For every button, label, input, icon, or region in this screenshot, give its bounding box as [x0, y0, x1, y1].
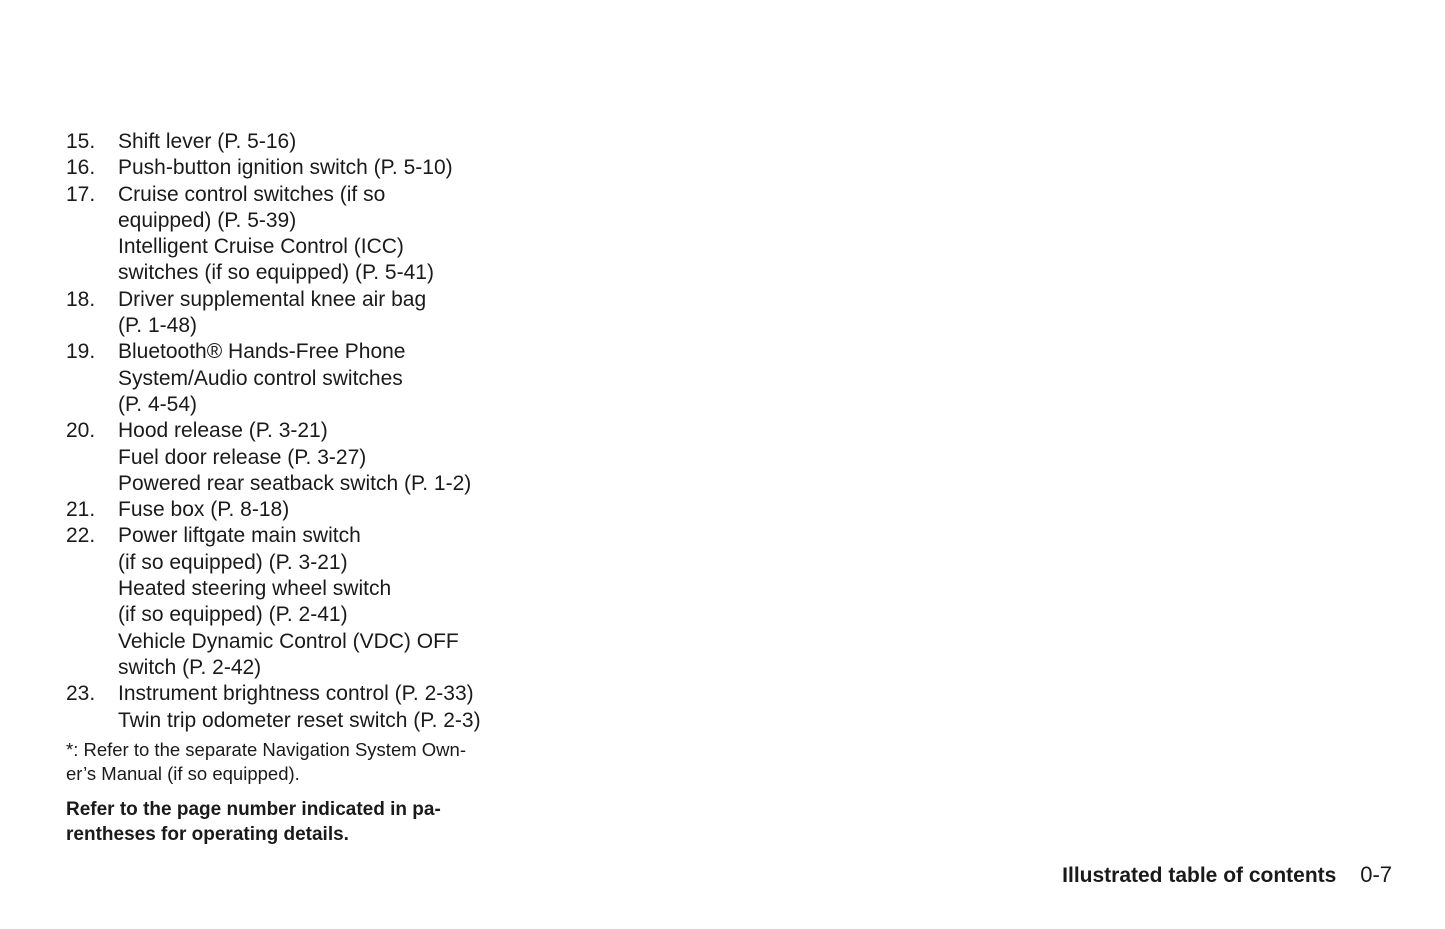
item-text — [118, 523, 506, 681]
item-number: 22. — [66, 524, 96, 548]
bold-note-line: rentheses for operating details. — [66, 823, 349, 845]
item-line: Cruise control switches (if so — [118, 182, 386, 206]
item-line: equipped) (P. 5-39) — [118, 208, 297, 232]
contents-list — [66, 129, 506, 734]
item-line: Heated steering wheel switch — [118, 577, 392, 601]
note-line: er’s Manual (if so equipped). — [66, 763, 300, 785]
item-line: Bluetooth® Hands-Free Phone — [118, 340, 406, 364]
item-number: 16. — [66, 156, 96, 180]
item-text — [118, 418, 506, 497]
list-item — [66, 418, 506, 497]
item-number: 17. — [66, 182, 96, 206]
item-text — [118, 497, 506, 523]
list-item — [66, 497, 506, 523]
item-number: 18. — [66, 287, 96, 311]
item-line: Driver supplemental knee air bag — [118, 287, 427, 311]
item-line: (if so equipped) (P. 2-41) — [118, 603, 348, 627]
item-number: 23. — [66, 682, 96, 706]
item-line: Power liftgate main switch — [118, 524, 361, 548]
item-number: 21. — [66, 498, 96, 522]
item-number: 15. — [66, 130, 96, 153]
item-line: Push-button ignition switch (P. 5-10) — [118, 156, 453, 180]
item-line: Instrument brightness control (P. 2-33) — [118, 682, 474, 706]
page-footer — [1062, 860, 1392, 891]
page-content — [66, 129, 506, 847]
item-text — [118, 155, 506, 181]
item-line: Powered rear seatback switch (P. 1-2) — [118, 471, 472, 495]
item-line: (if so equipped) (P. 3-21) — [118, 550, 348, 574]
item-text — [118, 129, 506, 155]
list-item — [66, 523, 506, 681]
item-text — [118, 339, 506, 418]
item-text — [118, 182, 506, 287]
list-item — [66, 339, 506, 418]
item-line: (P. 1-48) — [118, 314, 197, 338]
list-item — [66, 129, 506, 155]
item-line: Shift lever (P. 5-16) — [118, 130, 297, 153]
navigation-note — [66, 738, 506, 787]
page-reference-note — [66, 797, 506, 847]
list-item — [66, 182, 506, 287]
list-item — [66, 681, 506, 734]
page-number: 0-7 — [1360, 862, 1392, 887]
section-title: Illustrated table of contents — [1062, 864, 1337, 887]
item-line: (P. 4-54) — [118, 392, 197, 416]
bold-note-line: Refer to the page number indicated in pa- — [66, 798, 441, 820]
item-line: Fuel door release (P. 3-27) — [118, 445, 367, 469]
item-number: 20. — [66, 419, 96, 443]
item-line: Vehicle Dynamic Control (VDC) OFF — [118, 629, 459, 653]
item-line: switches (if so equipped) (P. 5-41) — [118, 261, 434, 285]
item-line: System/Audio control switches — [118, 366, 403, 390]
item-number: 19. — [66, 340, 96, 364]
note-line: *: Refer to the separate Navigation System Own- — [66, 738, 466, 760]
item-line: Fuse box (P. 8-18) — [118, 498, 290, 522]
item-text — [118, 287, 506, 340]
item-line: Intelligent Cruise Control (ICC) — [118, 235, 404, 259]
item-line: Twin trip odometer reset switch (P. 2-3) — [118, 708, 481, 732]
list-item — [66, 155, 506, 181]
item-text — [118, 681, 506, 734]
item-line: switch (P. 2-42) — [118, 655, 262, 679]
item-line: Hood release (P. 3-21) — [118, 419, 328, 443]
list-item — [66, 287, 506, 340]
